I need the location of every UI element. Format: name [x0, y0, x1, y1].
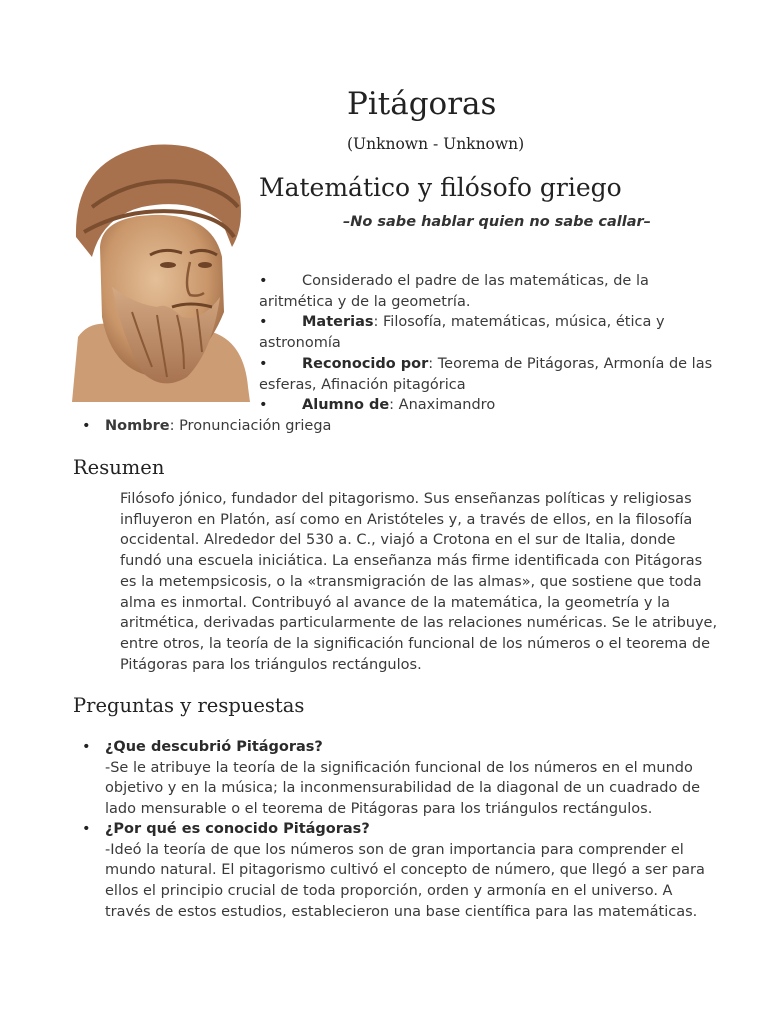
bullet-icon: • [82, 739, 91, 755]
fact-item [259, 271, 719, 312]
page-title: Pitágoras [347, 86, 497, 122]
resumen-heading: Resumen [73, 456, 165, 479]
qa-item [82, 737, 722, 820]
resumen-paragraph: Filósofo jónico, fundador del pitagorismo. Sus enseñanzas políticas y religiosas influyeron en Platón, así como en Aristóteles y, a través de ellos, en la filosofía occidental. Alrededor del 530 a. C., viajó a Crotona en el sur de Italia, donde fundó una escuela iniciática. La enseñanza más firme identificada con Pitágoras es la metempsicosis, o la «transmigración de las almas», que sostiene que toda alma es inmortal. Contribuyó al avance de la matemática, la geometría y la aritmética, derivadas particularmente de las relaciones numéricas. Se le atribuye, entre otros, la teoría de la significación funcional de los números o el teorema de Pitágoras para los triángulos rectángulos. [120, 491, 718, 673]
qa-heading: Preguntas y respuestas [73, 694, 305, 717]
fact-text: : Teorema de Pitágoras, Armonía de las esferas, Afinación pitagórica [259, 356, 713, 393]
bullet-icon: • [259, 314, 268, 330]
bullet-icon: • [82, 821, 91, 837]
quote: –No sabe hablar quien no sabe callar– [343, 214, 651, 230]
name-text: : Pronunciación griega [169, 418, 332, 434]
qa-answer: -Ideó la teoría de que los números son de gran importancia para comprender el mundo natural. El pitagorismo cultivó el concepto de número, que llegó a ser para ellos el principio crucial de toda proporción, orden y armonía en el universo. A través de estos estudios, establecieron una base científica para las matemáticas. [105, 841, 705, 920]
qa-question: ¿Por qué es conocido Pitágoras? [105, 821, 370, 837]
bullet-icon: • [259, 356, 268, 372]
fact-label: Materias [302, 314, 374, 330]
bullet-icon: • [82, 418, 91, 434]
bust-portrait-image [72, 137, 250, 402]
fact-label: Alumno de [302, 397, 390, 413]
fact-item [259, 312, 719, 353]
fact-item [259, 395, 719, 416]
life-dates: (Unknown - Unknown) [347, 135, 525, 153]
fact-text: : Filosofía, matemáticas, música, ética y astronomía [259, 314, 665, 351]
qa-item [82, 819, 722, 923]
fact-text: Considerado el padre de las matemáticas, de la aritmética y de la geometría. [259, 273, 649, 310]
fact-label: Reconocido por [302, 356, 429, 372]
bullet-icon: • [259, 397, 268, 413]
name-item [82, 416, 331, 437]
subtitle: Matemático y filósofo griego [259, 173, 622, 202]
fact-text: : Anaximandro [389, 397, 496, 413]
qa-answer: -Se le atribuye la teoría de la significación funcional de los números en el mundo objetivo y en la música; la inconmensurabilidad de la diagonal de un cuadrado de lado mensurable o el teorema de Pitágoras para los triángulos rectángulos. [105, 759, 701, 818]
bullet-icon: • [259, 273, 268, 289]
fact-item [259, 354, 719, 395]
name-label: Nombre [105, 418, 170, 434]
qa-question: ¿Que descubrió Pitágoras? [105, 739, 323, 755]
